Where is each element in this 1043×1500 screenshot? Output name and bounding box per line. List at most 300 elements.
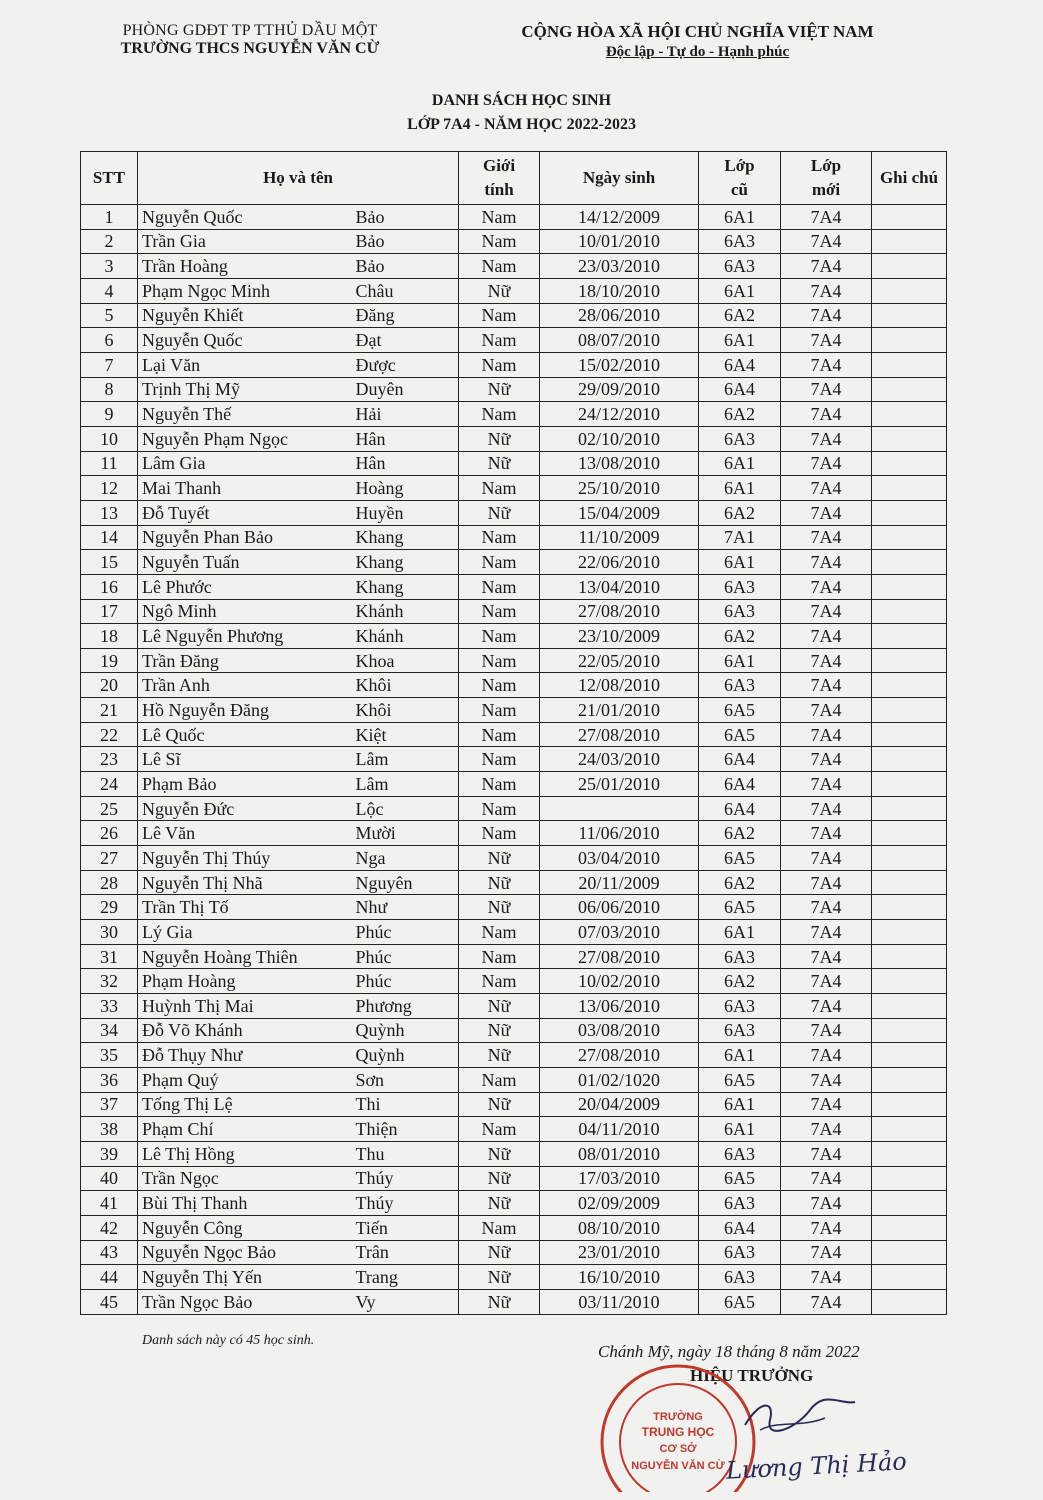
new-class-cell: 7A4	[781, 525, 872, 550]
new-class-cell: 7A4	[781, 1289, 872, 1314]
given-name-cell: Thi	[352, 1092, 459, 1117]
gender-cell: Nam	[459, 648, 540, 673]
surname-cell: Nguyễn Thị Nhã	[138, 870, 352, 895]
old-class-cell: 6A2	[699, 402, 781, 427]
table-row	[81, 1018, 947, 1043]
table-row	[81, 1067, 947, 1092]
given-name-cell: Lộc	[352, 796, 459, 821]
table-row	[81, 1191, 947, 1216]
surname-cell: Phạm Quý	[138, 1067, 352, 1092]
note-cell	[872, 1117, 947, 1142]
gender-cell: Nam	[459, 328, 540, 353]
gender-cell: Nam	[459, 747, 540, 772]
dob-cell: 27/08/2010	[540, 1043, 699, 1068]
given-name-cell: Thu	[352, 1141, 459, 1166]
stt-cell: 18	[81, 624, 138, 649]
stt-cell: 15	[81, 550, 138, 575]
dob-cell: 16/10/2010	[540, 1265, 699, 1290]
surname-cell: Nguyễn Công	[138, 1215, 352, 1240]
header-gender-label: Giới tính	[482, 156, 516, 199]
dob-cell: 12/08/2010	[540, 673, 699, 698]
new-class-cell: 7A4	[781, 673, 872, 698]
dob-cell: 23/10/2009	[540, 624, 699, 649]
note-cell	[872, 796, 947, 821]
given-name-cell: Khôi	[352, 698, 459, 723]
gender-cell: Nữ	[459, 1265, 540, 1290]
given-name-cell: Phúc	[352, 944, 459, 969]
stt-cell: 5	[81, 303, 138, 328]
dob-cell	[540, 796, 699, 821]
old-class-cell: 6A4	[699, 377, 781, 402]
table-row	[81, 1265, 947, 1290]
surname-cell: Đỗ Thụy Như	[138, 1043, 352, 1068]
stt-cell: 26	[81, 821, 138, 846]
note-cell	[872, 1166, 947, 1191]
gender-cell: Nam	[459, 303, 540, 328]
gender-cell: Nữ	[459, 1240, 540, 1265]
table-row	[81, 205, 947, 230]
old-class-cell: 6A3	[699, 1018, 781, 1043]
gender-cell: Nam	[459, 920, 540, 945]
gender-cell: Nữ	[459, 1289, 540, 1314]
given-name-cell: Bảo	[352, 254, 459, 279]
old-class-cell: 6A3	[699, 426, 781, 451]
new-class-cell: 7A4	[781, 624, 872, 649]
gender-cell: Nam	[459, 476, 540, 501]
stt-cell: 41	[81, 1191, 138, 1216]
document-title: DANH SÁCH HỌC SINH	[431, 92, 612, 109]
given-name-cell: Thúy	[352, 1166, 459, 1191]
stt-cell: 20	[81, 673, 138, 698]
gender-cell: Nam	[459, 624, 540, 649]
note-cell	[872, 229, 947, 254]
stt-cell: 44	[81, 1265, 138, 1290]
new-class-cell: 7A4	[781, 1018, 872, 1043]
surname-cell: Phạm Bảo	[138, 772, 352, 797]
document-subtitle: LỚP 7A4 - NĂM HỌC 2022-2023	[407, 116, 636, 133]
seal-line-2: TRUNG HỌC	[641, 1425, 715, 1439]
seal-line-4: NGUYỄN VĂN CỪ	[631, 1460, 725, 1472]
table-row	[81, 278, 947, 303]
surname-cell: Lê Quốc	[138, 722, 352, 747]
given-name-cell: Thiện	[352, 1117, 459, 1142]
note-cell	[872, 624, 947, 649]
new-class-cell: 7A4	[781, 1117, 872, 1142]
given-name-cell: Được	[352, 352, 459, 377]
stt-cell: 45	[81, 1289, 138, 1314]
old-class-cell: 6A5	[699, 895, 781, 920]
gender-cell: Nam	[459, 254, 540, 279]
new-class-cell: 7A4	[781, 1067, 872, 1092]
table-row	[81, 377, 947, 402]
dob-cell: 29/09/2010	[540, 377, 699, 402]
new-class-cell: 7A4	[781, 1191, 872, 1216]
dob-cell: 02/09/2009	[540, 1191, 699, 1216]
stt-cell: 43	[81, 1240, 138, 1265]
note-cell	[872, 673, 947, 698]
dob-cell: 27/08/2010	[540, 944, 699, 969]
gender-cell: Nam	[459, 673, 540, 698]
new-class-cell: 7A4	[781, 599, 872, 624]
surname-cell: Trần Đăng	[138, 648, 352, 673]
note-cell	[872, 1092, 947, 1117]
given-name-cell: Khánh	[352, 624, 459, 649]
table-row	[81, 1092, 947, 1117]
table-row	[81, 920, 947, 945]
dob-cell: 14/12/2009	[540, 205, 699, 230]
header-new-class	[781, 152, 872, 205]
surname-cell: Lý Gia	[138, 920, 352, 945]
given-name-cell: Châu	[352, 278, 459, 303]
table-row	[81, 1289, 947, 1314]
given-name-cell: Huyền	[352, 500, 459, 525]
gender-cell: Nam	[459, 722, 540, 747]
stt-cell: 11	[81, 451, 138, 476]
new-class-cell: 7A4	[781, 205, 872, 230]
note-cell	[872, 648, 947, 673]
stt-cell: 10	[81, 426, 138, 451]
note-cell	[872, 550, 947, 575]
surname-cell: Lâm Gia	[138, 451, 352, 476]
place-date: Chánh Mỹ, ngày 18 tháng 8 năm 2022	[598, 1342, 860, 1361]
old-class-cell: 6A3	[699, 574, 781, 599]
principal-name: Lương Thị Hảo	[725, 1447, 908, 1485]
given-name-cell: Mười	[352, 821, 459, 846]
surname-cell: Nguyễn Đức	[138, 796, 352, 821]
dob-cell: 23/03/2010	[540, 254, 699, 279]
old-class-cell: 6A3	[699, 229, 781, 254]
new-class-cell: 7A4	[781, 574, 872, 599]
stt-cell: 30	[81, 920, 138, 945]
stt-cell: 32	[81, 969, 138, 994]
stt-cell: 33	[81, 994, 138, 1019]
national-motto: Độc lập - Tự do - Hạnh phúc	[605, 44, 790, 60]
stt-cell: 28	[81, 870, 138, 895]
old-class-cell: 6A3	[699, 944, 781, 969]
table-header-row	[81, 152, 947, 205]
dob-cell: 06/06/2010	[540, 895, 699, 920]
given-name-cell: Phúc	[352, 920, 459, 945]
header-name: Họ và tên	[138, 152, 459, 205]
dob-cell: 03/11/2010	[540, 1289, 699, 1314]
gender-cell: Nam	[459, 574, 540, 599]
note-cell	[872, 846, 947, 871]
table-row	[81, 451, 947, 476]
table-row	[81, 870, 947, 895]
gender-cell: Nam	[459, 1215, 540, 1240]
gender-cell: Nữ	[459, 451, 540, 476]
stt-cell: 8	[81, 377, 138, 402]
count-note: Danh sách này có 45 học sinh.	[142, 1333, 315, 1348]
table-row	[81, 1215, 947, 1240]
dob-cell: 24/12/2010	[540, 402, 699, 427]
stt-cell: 1	[81, 205, 138, 230]
stt-cell: 23	[81, 747, 138, 772]
given-name-cell: Phúc	[352, 969, 459, 994]
stt-cell: 3	[81, 254, 138, 279]
note-cell	[872, 944, 947, 969]
note-cell	[872, 722, 947, 747]
dob-cell: 21/01/2010	[540, 698, 699, 723]
table-row	[81, 476, 947, 501]
dob-cell: 20/04/2009	[540, 1092, 699, 1117]
old-class-cell: 6A3	[699, 254, 781, 279]
surname-cell: Nguyễn Phạm Ngọc	[138, 426, 352, 451]
dob-cell: 17/03/2010	[540, 1166, 699, 1191]
gender-cell: Nữ	[459, 1018, 540, 1043]
old-class-cell: 7A1	[699, 525, 781, 550]
note-cell	[872, 1141, 947, 1166]
old-class-cell: 6A4	[699, 772, 781, 797]
gender-cell: Nữ	[459, 1166, 540, 1191]
stt-cell: 13	[81, 500, 138, 525]
header-new-class-label: Lớp mới	[810, 156, 842, 199]
surname-cell: Ngô Minh	[138, 599, 352, 624]
given-name-cell: Đạt	[352, 328, 459, 353]
new-class-cell: 7A4	[781, 722, 872, 747]
table-row	[81, 673, 947, 698]
stt-cell: 24	[81, 772, 138, 797]
gender-cell: Nam	[459, 525, 540, 550]
note-cell	[872, 426, 947, 451]
table-row	[81, 352, 947, 377]
surname-cell: Hồ Nguyễn Đăng	[138, 698, 352, 723]
note-cell	[872, 1191, 947, 1216]
stt-cell: 34	[81, 1018, 138, 1043]
old-class-cell: 6A2	[699, 969, 781, 994]
table-row	[81, 303, 947, 328]
table-row	[81, 328, 947, 353]
dob-cell: 10/01/2010	[540, 229, 699, 254]
stt-cell: 7	[81, 352, 138, 377]
surname-cell: Lê Sĩ	[138, 747, 352, 772]
old-class-cell: 6A1	[699, 205, 781, 230]
stt-cell: 39	[81, 1141, 138, 1166]
header-gender	[459, 152, 540, 205]
table-row	[81, 229, 947, 254]
old-class-cell: 6A2	[699, 303, 781, 328]
table-row	[81, 599, 947, 624]
national-header	[470, 22, 925, 61]
stt-cell: 36	[81, 1067, 138, 1092]
given-name-cell: Hoàng	[352, 476, 459, 501]
table-row	[81, 500, 947, 525]
gender-cell: Nam	[459, 796, 540, 821]
table-body	[81, 205, 947, 1315]
note-cell	[872, 451, 947, 476]
new-class-cell: 7A4	[781, 377, 872, 402]
table-row	[81, 550, 947, 575]
new-class-cell: 7A4	[781, 1043, 872, 1068]
old-class-cell: 6A3	[699, 1240, 781, 1265]
header-note: Ghi chú	[872, 152, 947, 205]
surname-cell: Nguyễn Thế	[138, 402, 352, 427]
table-row	[81, 796, 947, 821]
note-cell	[872, 1043, 947, 1068]
new-class-cell: 7A4	[781, 1240, 872, 1265]
gender-cell: Nữ	[459, 426, 540, 451]
dob-cell: 22/05/2010	[540, 648, 699, 673]
table-row	[81, 969, 947, 994]
dob-cell: 23/01/2010	[540, 1240, 699, 1265]
note-cell	[872, 599, 947, 624]
header-old-class	[699, 152, 781, 205]
stt-cell: 22	[81, 722, 138, 747]
old-class-cell: 6A4	[699, 352, 781, 377]
dob-cell: 08/01/2010	[540, 1141, 699, 1166]
header-dob: Ngày sinh	[540, 152, 699, 205]
national-title: CỘNG HÒA XÃ HỘI CHỦ NGHĨA VIỆT NAM	[521, 22, 874, 41]
given-name-cell: Lâm	[352, 747, 459, 772]
surname-cell: Trịnh Thị Mỹ	[138, 377, 352, 402]
note-cell	[872, 352, 947, 377]
new-class-cell: 7A4	[781, 698, 872, 723]
stt-cell: 40	[81, 1166, 138, 1191]
table-row	[81, 402, 947, 427]
gender-cell: Nữ	[459, 895, 540, 920]
new-class-cell: 7A4	[781, 278, 872, 303]
given-name-cell: Khang	[352, 550, 459, 575]
dob-cell: 22/06/2010	[540, 550, 699, 575]
surname-cell: Nguyễn Ngọc Bảo	[138, 1240, 352, 1265]
old-class-cell: 6A1	[699, 328, 781, 353]
gender-cell: Nữ	[459, 500, 540, 525]
table-row	[81, 747, 947, 772]
note-cell	[872, 303, 947, 328]
given-name-cell: Hân	[352, 451, 459, 476]
surname-cell: Nguyễn Thị Yến	[138, 1265, 352, 1290]
note-cell	[872, 969, 947, 994]
new-class-cell: 7A4	[781, 1265, 872, 1290]
old-class-cell: 6A4	[699, 747, 781, 772]
note-cell	[872, 1240, 947, 1265]
given-name-cell: Đăng	[352, 303, 459, 328]
seal-line-3: CƠ SỞ	[659, 1443, 697, 1455]
new-class-cell: 7A4	[781, 747, 872, 772]
surname-cell: Nguyễn Hoàng Thiên	[138, 944, 352, 969]
given-name-cell: Trân	[352, 1240, 459, 1265]
dob-cell: 08/07/2010	[540, 328, 699, 353]
surname-cell: Trần Thị Tố	[138, 895, 352, 920]
dob-cell: 04/11/2010	[540, 1117, 699, 1142]
table-row	[81, 895, 947, 920]
surname-cell: Trần Anh	[138, 673, 352, 698]
stt-cell: 17	[81, 599, 138, 624]
note-cell	[872, 254, 947, 279]
dob-cell: 15/04/2009	[540, 500, 699, 525]
old-class-cell: 6A1	[699, 648, 781, 673]
dob-cell: 11/06/2010	[540, 821, 699, 846]
note-cell	[872, 1289, 947, 1314]
note-cell	[872, 525, 947, 550]
note-cell	[872, 994, 947, 1019]
surname-cell: Phạm Chí	[138, 1117, 352, 1142]
dob-cell: 25/01/2010	[540, 772, 699, 797]
note-cell	[872, 698, 947, 723]
new-class-cell: 7A4	[781, 648, 872, 673]
table-row	[81, 254, 947, 279]
gender-cell: Nữ	[459, 846, 540, 871]
gender-cell: Nam	[459, 698, 540, 723]
principal-signature	[740, 1390, 860, 1440]
given-name-cell: Thúy	[352, 1191, 459, 1216]
note-cell	[872, 328, 947, 353]
table-row	[81, 1141, 947, 1166]
surname-cell: Đỗ Võ Khánh	[138, 1018, 352, 1043]
gender-cell: Nam	[459, 821, 540, 846]
stt-cell: 42	[81, 1215, 138, 1240]
gender-cell: Nữ	[459, 377, 540, 402]
table-row	[81, 1117, 947, 1142]
gender-cell: Nam	[459, 352, 540, 377]
new-class-cell: 7A4	[781, 550, 872, 575]
old-class-cell: 6A1	[699, 1117, 781, 1142]
gender-cell: Nữ	[459, 994, 540, 1019]
surname-cell: Bùi Thị Thanh	[138, 1191, 352, 1216]
dob-cell: 10/02/2010	[540, 969, 699, 994]
new-class-cell: 7A4	[781, 500, 872, 525]
gender-cell: Nam	[459, 229, 540, 254]
given-name-cell: Quỳnh	[352, 1018, 459, 1043]
department-name: PHÒNG GDĐT TP TTHỦ DẦU MỘT	[122, 22, 378, 39]
given-name-cell: Như	[352, 895, 459, 920]
dob-cell: 27/08/2010	[540, 599, 699, 624]
stt-cell: 31	[81, 944, 138, 969]
new-class-cell: 7A4	[781, 1141, 872, 1166]
note-cell	[872, 821, 947, 846]
surname-cell: Huỳnh Thị Mai	[138, 994, 352, 1019]
new-class-cell: 7A4	[781, 451, 872, 476]
dob-cell: 13/08/2010	[540, 451, 699, 476]
gender-cell: Nam	[459, 944, 540, 969]
given-name-cell: Nga	[352, 846, 459, 871]
gender-cell: Nam	[459, 599, 540, 624]
dob-cell: 15/02/2010	[540, 352, 699, 377]
surname-cell: Lê Thị Hồng	[138, 1141, 352, 1166]
stt-cell: 12	[81, 476, 138, 501]
dob-cell: 03/04/2010	[540, 846, 699, 871]
given-name-cell: Khoa	[352, 648, 459, 673]
old-class-cell: 6A1	[699, 278, 781, 303]
surname-cell: Lê Phước	[138, 574, 352, 599]
old-class-cell: 6A1	[699, 476, 781, 501]
stt-cell: 6	[81, 328, 138, 353]
stt-cell: 16	[81, 574, 138, 599]
new-class-cell: 7A4	[781, 994, 872, 1019]
note-cell	[872, 1067, 947, 1092]
note-cell	[872, 895, 947, 920]
table-row	[81, 525, 947, 550]
given-name-cell: Kiệt	[352, 722, 459, 747]
dob-cell: 11/10/2009	[540, 525, 699, 550]
new-class-cell: 7A4	[781, 895, 872, 920]
table-row	[81, 944, 947, 969]
surname-cell: Trần Ngọc	[138, 1166, 352, 1191]
given-name-cell: Khôi	[352, 673, 459, 698]
old-class-cell: 6A1	[699, 920, 781, 945]
old-class-cell: 6A3	[699, 1265, 781, 1290]
given-name-cell: Khánh	[352, 599, 459, 624]
table-row	[81, 994, 947, 1019]
new-class-cell: 7A4	[781, 944, 872, 969]
surname-cell: Nguyễn Phan Bảo	[138, 525, 352, 550]
new-class-cell: 7A4	[781, 1166, 872, 1191]
old-class-cell: 6A1	[699, 1043, 781, 1068]
principal-title: HIỆU TRƯỞNG	[690, 1366, 814, 1385]
note-cell	[872, 402, 947, 427]
surname-cell: Phạm Hoàng	[138, 969, 352, 994]
note-cell	[872, 1265, 947, 1290]
